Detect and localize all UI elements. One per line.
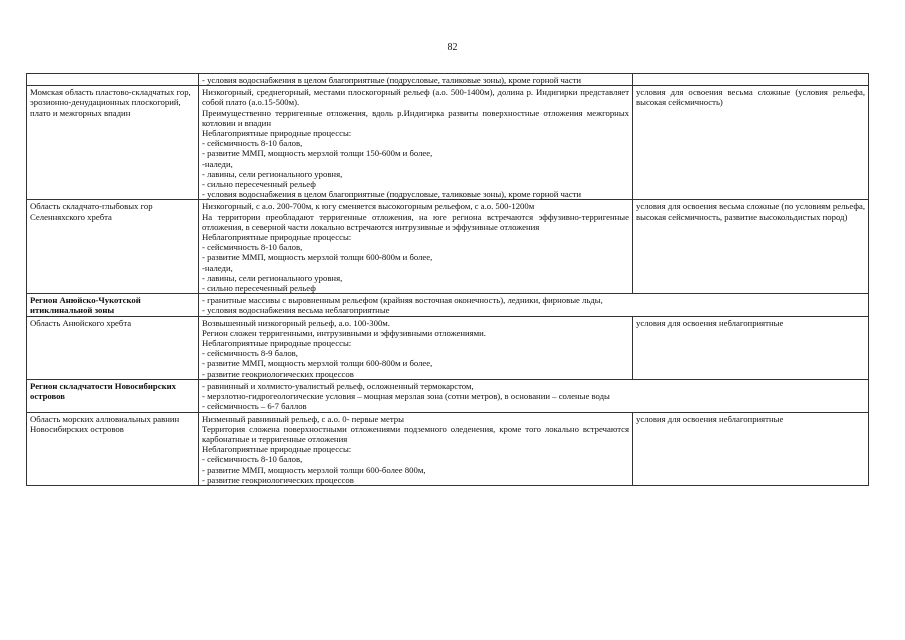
cell-line: Неблагоприятные природные процессы: xyxy=(202,232,352,243)
table-row xyxy=(27,200,869,294)
cell-line: Низменный равнинный рельеф, с а.о. 0- первые метры xyxy=(202,413,404,424)
cell-line: - развитие ММП, мощность мерзлой толщи 600-800м и более, xyxy=(202,252,433,263)
cell-line: - лавины, сели регионального уровня, xyxy=(202,168,343,179)
cell-line: Неблагоприятные природные процессы: xyxy=(202,128,352,139)
assessment-cell: условия для освоения весьма сложные (условия рельефа, высокая сейсмичность) xyxy=(633,86,869,200)
area-name-cell: Момская область пластово-складчатых гор, эрозионно-денудационных плоскогорий, плато и межгорных впадин xyxy=(27,86,199,200)
cell-line: - сейсмичность – 6-7 баллов xyxy=(202,401,307,412)
cell-line: Территория сложена поверхностными отложениями подземного оледенения, кроме того локально встречаются карбонатные и терригенные отложения xyxy=(202,423,629,444)
description-cell xyxy=(199,412,633,485)
area-name-cell: Регион Анюйско-Чукотской итиклинальной зоны xyxy=(27,294,199,316)
cell-line: Неблагоприятные природные процессы: xyxy=(202,444,352,455)
cell-line: Низкогорный, среднегорный, местами плоскогорный рельеф (а.о. 500-1400м), долина р. Индигирки представляет собой плато (а.о.15-500м). xyxy=(202,87,629,108)
cell-line: Низкогорный, с а.о. 200-700м, к югу сменяется высокогорным рельефом, с а.о. 500-1200м xyxy=(202,201,535,212)
description-cell xyxy=(199,74,633,86)
cell-line: - гранитные массивы с выровненным рельефом (крайняя восточная оконечность), ледники, фирновые льды, xyxy=(202,295,603,306)
cell-line: - развитие ММП, мощность мерзлой толщи 150-600м и более, xyxy=(202,148,433,159)
cell-line: -наледи, xyxy=(202,262,233,273)
description-cell xyxy=(199,294,869,316)
cell-line: -наледи, xyxy=(202,158,233,169)
table-row xyxy=(27,412,869,485)
assessment-cell: условия для освоения неблагоприятные xyxy=(633,316,869,379)
cell-line: - лавины, сели регионального уровня, xyxy=(202,272,343,283)
description-cell xyxy=(199,86,633,200)
cell-line: Преимущественно терригенные отложения, вдоль р.Индигирка развиты поверхностные отложения межгорных котловин и впадин xyxy=(202,107,629,128)
cell-line: - сильно пересеченный рельеф xyxy=(202,283,316,294)
cell-line: - развитие геокриологических процессов xyxy=(202,368,354,379)
cell-line: Возвышенный низкогорный рельеф, а.о. 100-300м. xyxy=(202,317,390,328)
cell-line: - мерзлотно-гидрогеологические условия – мощная мерзлая зона (сотни метров), в основании – соленые воды xyxy=(202,391,610,402)
description-cell xyxy=(199,316,633,379)
table-row xyxy=(27,74,869,86)
table-body xyxy=(27,74,869,486)
assessment-cell: условия для освоения неблагоприятные xyxy=(633,412,869,485)
cell-line: Неблагоприятные природные процессы: xyxy=(202,338,352,349)
cell-line: - условия водоснабжения в целом благоприятные (подрусловые, таликовые зоны), кроме горной части xyxy=(202,75,582,85)
description-cell xyxy=(199,200,633,294)
table-row xyxy=(27,86,869,200)
cell-line: - развитие ММП, мощность мерзлой толщи 600-более 800м, xyxy=(202,464,426,475)
cell-line: - условия водоснабжения весьма неблагоприятные xyxy=(202,305,390,316)
area-name-cell: Область складчато-глыбовых гор Селенняхского хребта xyxy=(27,200,199,294)
cell-line: - равнинный и холмисто-увалистый рельеф, осложненный термокарстом, xyxy=(202,380,474,391)
cell-line: - сейсмичность 8-10 балов, xyxy=(202,138,303,149)
cell-line: - сейсмичность 8-10 балов, xyxy=(202,242,303,253)
cell-line: - сильно пересеченный рельеф xyxy=(202,179,316,190)
cell-line: - развитие геокриологических процессов xyxy=(202,474,354,485)
area-name-cell xyxy=(27,74,199,86)
page-number: 82 xyxy=(447,42,458,53)
region-row xyxy=(27,294,869,316)
area-name-cell: Область морских аллювиальных равнин Новосибирских островов xyxy=(27,412,199,485)
cell-line: Регион сложен терригенными, интрузивными и эффузивными отложениями. xyxy=(202,327,486,338)
cell-line: - развитие ММП, мощность мерзлой толщи 600-800м и более, xyxy=(202,358,433,369)
regions-table xyxy=(26,73,869,486)
area-name-cell: Область Анюйского хребта xyxy=(27,316,199,379)
cell-line: - сейсмичность 8-9 балов, xyxy=(202,348,298,359)
description-cell xyxy=(199,379,869,412)
cell-line: - сейсмичность 8-10 балов, xyxy=(202,454,303,465)
region-row xyxy=(27,379,869,412)
cell-line: - условия водоснабжения в целом благоприятные (подрусловые, таликовые зоны), кроме горной части xyxy=(202,189,582,200)
assessment-cell xyxy=(633,74,869,86)
table-row xyxy=(27,316,869,379)
area-name-cell: Регион складчатости Новосибирских островов xyxy=(27,379,199,412)
assessment-cell: условия для освоения весьма сложные (по условиям рельефа, высокая сейсмичность, развитие высокольдистых пород) xyxy=(633,200,869,294)
cell-line: На территории преобладают терригенные отложения, на юге региона встречаются эффузивно-терригенные отложения, в северной части локально встречаются интрузивные и эффузивные отложения xyxy=(202,211,629,232)
